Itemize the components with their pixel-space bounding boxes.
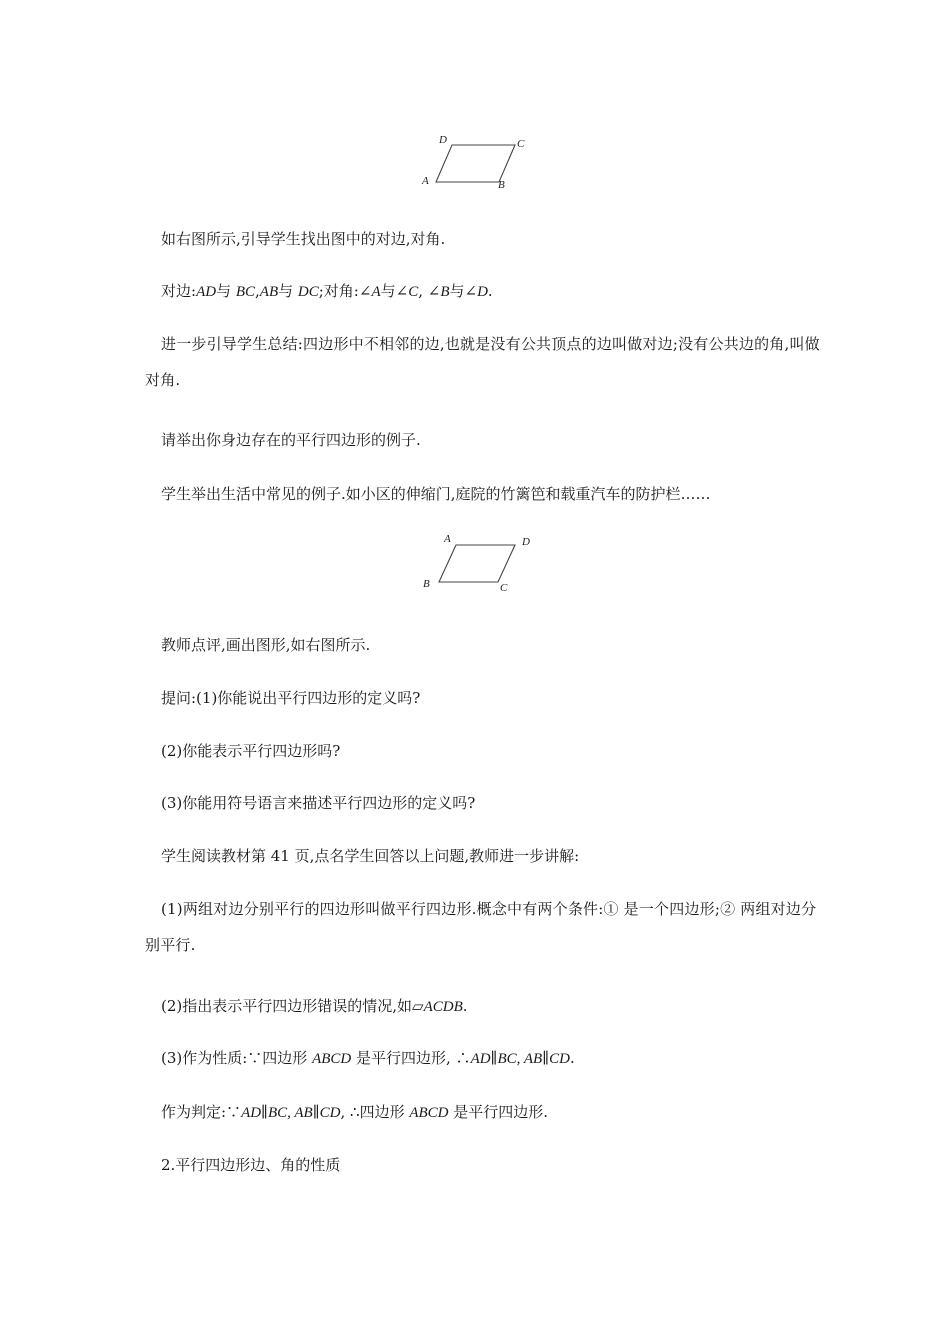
paragraph: 请举出你身边存在的平行四边形的例子. <box>161 431 421 449</box>
paragraph: (1)两组对边分别平行的四边形叫做平行四边形.概念中有两个条件:① 是一个四边形;② 两组对边分别平行. <box>145 900 817 954</box>
paragraph: 学生举出生活中常见的例子.如小区的伸缩门,庭院的竹篱笆和载重汽车的防护栏…… <box>161 485 711 503</box>
vertex-label-d: D <box>522 536 530 548</box>
paragraph: (2)你能表示平行四边形吗? <box>161 742 341 760</box>
vertex-label-d: D <box>439 134 447 146</box>
parallelogram-shape <box>436 145 515 182</box>
vertex-label-a: A <box>422 175 429 187</box>
paragraph: (3)作为性质:∵四边形 ABCD 是平行四边形, ∴AD∥BC, AB∥CD. <box>161 1049 575 1067</box>
vertex-label-a: A <box>444 533 451 545</box>
vertex-label-c: C <box>517 138 525 150</box>
paragraph: 如右图所示,引导学生找出图中的对边,对角. <box>161 230 446 248</box>
paragraph-opposite-sides: 对边:AD与 BC,AB与 DC;对角:∠A与∠C, ∠B与∠D. <box>161 282 493 300</box>
paragraph: 进一步引导学生总结:四边形中不相邻的边,也就是没有公共顶点的边叫做对边;没有公共边的角,叫做对角. <box>145 335 820 389</box>
vertex-label-b: B <box>498 179 505 191</box>
parallelogram-figure-2 <box>418 530 538 594</box>
paragraph: 提问:(1)你能说出平行四边形的定义吗? <box>161 689 421 707</box>
paragraph: (2)指出表示平行四边形错误的情况,如▱ACDB. <box>161 997 468 1015</box>
vertex-label-c: C <box>500 582 508 594</box>
paragraph: 作为判定:∵AD∥BC, AB∥CD, ∴四边形 ABCD 是平行四边形. <box>161 1103 549 1121</box>
paragraph: 教师点评,画出图形,如右图所示. <box>161 636 371 654</box>
vertex-label-b: B <box>423 578 430 590</box>
parallelogram-figure-1 <box>418 132 538 194</box>
section-heading: 2.平行四边形边、角的性质 <box>161 1156 341 1174</box>
parallelogram-shape <box>439 545 515 582</box>
paragraph: (3)你能用符号语言来描述平行四边形的定义吗? <box>161 794 476 812</box>
paragraph: 学生阅读教材第 41 页,点名学生回答以上问题,教师进一步讲解: <box>161 847 580 865</box>
